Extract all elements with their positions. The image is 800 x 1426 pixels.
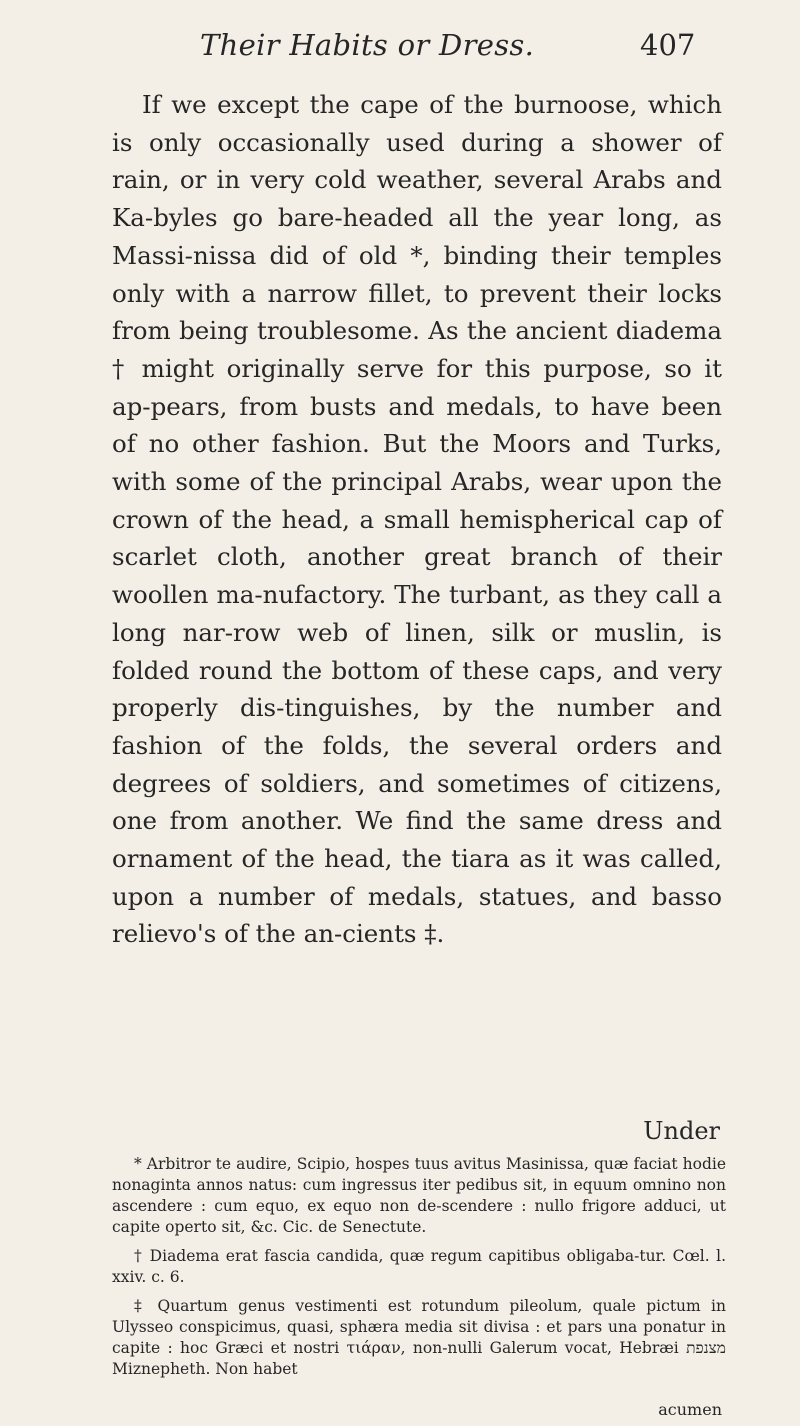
catchword: Under [643, 1117, 720, 1145]
body-paragraph: If we except the cape of the burnoose, which is only occasionally used during a shower of rain, or in very cold weather, several Arabs and Ka-byles go bare-headed all the year long, as Massi-nissa did of old *, binding their temples only with a narrow fillet, to prevent their locks from being troublesome. As the ancient diadema † might originally serve for this purpose, so it ap-pears, from busts and medals, to have been of no other fashion. But the Moors and Turks, with some of the principal Arabs, wear upon the crown of the head, a small hemispherical cap of scarlet cloth, another great branch of their woollen ma-nufactory. The turbant, as they call a long nar-row web of linen, silk or muslin, is folded round the bottom of these caps, and very properly dis-tinguishes, by the number and fashion of the folds, the several orders and degrees of soldiers, and sometimes of citizens, one from another. We find the same dress and ornament of the head, the tiara as it was called, upon a number of medals, statues, and basso relievo's of the an-cients ‡. [112, 90, 722, 949]
main-text [112, 86, 722, 953]
running-head [0, 28, 800, 68]
footnote-3: ‡ Quartum genus vestimenti est rotundum pileolum, quale pictum in Ulysseo conspicimus, quasi, sphæra media sit divisa : et pars una ponatur in capite : hoc Græci et nostri τιάραν, non-nulli Galerum vocat, Hebræi מצנפת Miznepheth. Non habet [112, 1297, 726, 1378]
running-title: Their Habits or Dress. [200, 28, 535, 62]
footnote-1: * Arbitror te audire, Scipio, hospes tuus avitus Masinissa, quæ faciat hodie nonaginta annos natus: cum ingressus iter pedibus sit, in equum omnino non ascendere : cum equo, ex equo non de-scendere : nullo frigore adduci, ut capite operto sit, &c. Cic. de Senectute. [112, 1155, 726, 1236]
footnote-catchword: acumen [658, 1400, 722, 1419]
footnotes [112, 1154, 726, 1380]
footnote-2: † Diadema erat fascia candida, quæ regum capitibus obligaba-tur. Cœl. l. xxiv. c. 6. [112, 1247, 726, 1286]
page-number: 407 [640, 28, 696, 62]
